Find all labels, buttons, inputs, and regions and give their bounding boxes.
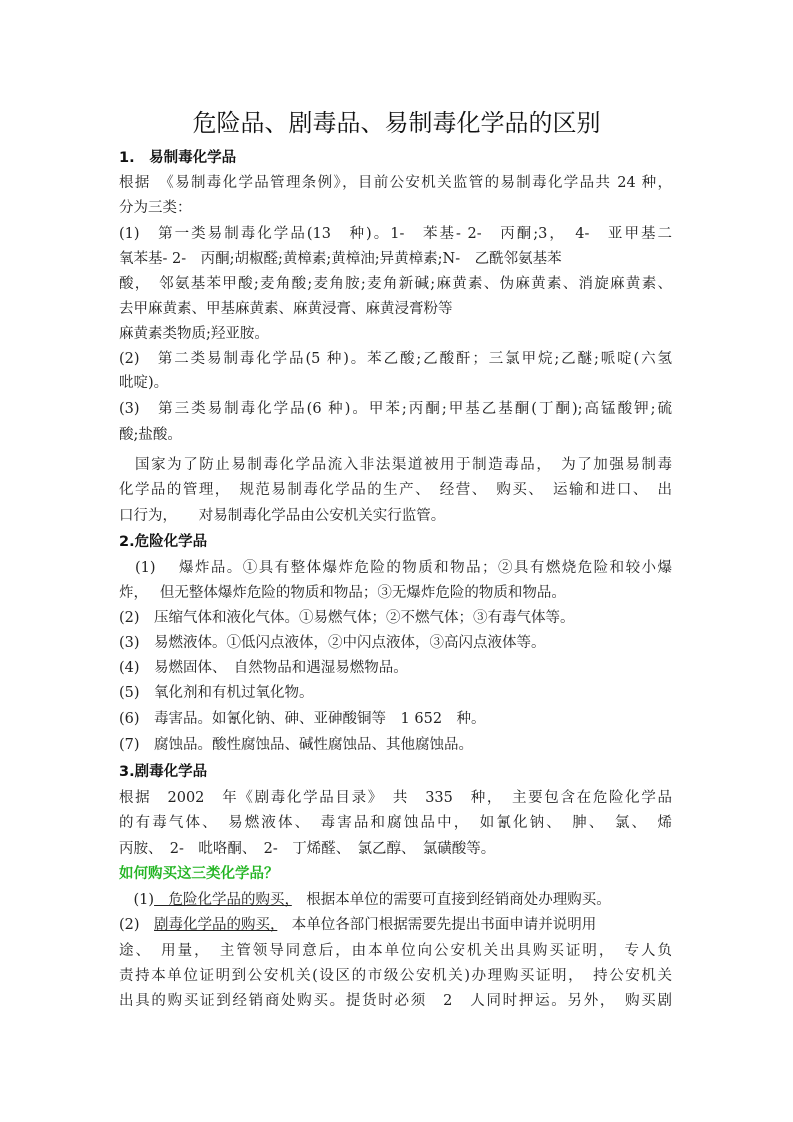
paragraph-line: (1) 第一类易制毒化学品(13 种)。1- 苯基- 2- 丙酮;3， 4- 亚甲基二 xyxy=(119,226,672,242)
section-1-heading xyxy=(119,148,672,168)
paragraph-line: 的有毒气体、 易燃液体、 毒害品和腐蚀品中， 如氰化钠、 胂、 氯、 烯 xyxy=(119,815,672,831)
paragraph-line: 途、 用量， 主管领导同意后，由本单位向公安机关出具购买证明， 专人负 xyxy=(119,943,672,959)
section-2-heading: 2.危险化学品 xyxy=(119,534,208,550)
item-text: 本单位各部门根据需要先提出书面申请并说明用 xyxy=(277,917,597,933)
list-item: (6) 毒害品。如氰化钠、砷、亚砷酸铜等 1 652 种。 xyxy=(119,711,486,727)
paragraph-line: 化学品的管理， 规范易制毒化学品的生产、 经营、 购买、 运输和进口、 出 xyxy=(119,482,672,498)
paragraph-line: 去甲麻黄素、甲基麻黄素、麻黄浸膏、麻黄浸膏粉等 xyxy=(119,301,453,317)
item-text: 根据本单位的需要可直接到经销商处办理购买。 xyxy=(291,892,611,908)
purchase-item-2 xyxy=(119,915,672,935)
paragraph-line: 酸， 邻氨基苯甲酸;麦角酸;麦角胺;麦角新碱;麻黄素、伪麻黄素、消旋麻黄素、 xyxy=(119,276,672,292)
underlined-term: 危险化学品的购买， xyxy=(154,892,292,908)
list-item: (3) 易燃液体。①低闪点液体，②中闪点液体，③高闪点液体等。 xyxy=(119,635,546,651)
section-3-heading: 3.剧毒化学品 xyxy=(119,764,208,780)
paragraph-line: 酸;盐酸。 xyxy=(119,427,182,443)
purchase-item-1 xyxy=(119,890,672,910)
paragraph-line: 根据 《易制毒化学品管理条例》，目前公安机关监管的易制毒化学品共 24 种， xyxy=(119,175,672,191)
list-item: (5) 氧化剂和有机过氧化物。 xyxy=(119,685,314,701)
paragraph-line: 分为三类： xyxy=(119,200,192,216)
page-title: 危险品、剧毒品、易制毒化学品的区别 xyxy=(192,109,601,137)
paragraph-line: 丙胺、 2- 吡咯酮、 2- 丁烯醛、 氯乙醇、 氯磺酸等。 xyxy=(119,841,496,857)
underlined-term: 剧毒化学品的购买， xyxy=(154,917,278,933)
heading-number: 1. xyxy=(119,150,135,166)
paragraph-line: 责持本单位证明到公安机关(设区的市级公安机关)办理购买证明， 持公安机关 xyxy=(119,968,672,984)
list-item: (4) 易燃固体、 自然物品和遇湿易燃物品。 xyxy=(119,660,408,676)
list-item: 炸， 但无整体爆炸危险的物质和物品；③无爆炸危险的物质和物品。 xyxy=(119,585,566,601)
paragraph-line: (3) 第三类易制毒化学品(6 种)。甲苯;丙酮;甲基乙基酮(丁酮);高锰酸钾;硫 xyxy=(119,401,672,417)
list-item: (7) 腐蚀品。酸性腐蚀品、碱性腐蚀品、其他腐蚀品。 xyxy=(119,737,474,753)
paragraph-line: (2) 第二类易制毒化学品(5 种)。苯乙酸;乙酸酐；三氯甲烷;乙醚;哌啶(六氢 xyxy=(119,351,672,367)
item-number: (1) xyxy=(119,892,155,908)
heading-text: 易制毒化学品 xyxy=(149,150,237,166)
paragraph-line: 根据 2002 年《剧毒化学品目录》 共 335 种， 主要包含在危险化学品 xyxy=(119,790,672,806)
section-4-heading: 如何购买这三类化学品？ xyxy=(119,866,279,882)
item-number: (2) xyxy=(119,917,155,933)
list-item: (2) 压缩气体和液化气体。①易燃气体；②不燃气体；③有毒气体等。 xyxy=(119,610,575,626)
list-item: (1) 爆炸品。①具有整体爆炸危险的物质和物品；②具有燃烧危险和较小爆 xyxy=(119,560,672,576)
paragraph-line: 氧苯基- 2- 丙酮;胡椒醛;黄樟素;黄樟油;异黄樟素;N- 乙酰邻氨基苯 xyxy=(119,251,562,267)
paragraph-line: 出具的购买证到经销商处购买。提货时必须 2 人同时押运。另外， 购买剧 xyxy=(119,993,672,1009)
paragraph-line: 口行为， 对易制毒化学品由公安机关实行监管。 xyxy=(119,508,446,524)
paragraph-line: 国家为了防止易制毒化学品流入非法渠道被用于制造毒品， 为了加强易制毒 xyxy=(119,457,672,473)
paragraph-line: 吡啶)。 xyxy=(119,375,169,391)
paragraph-line: 麻黄素类物质;羟亚胺。 xyxy=(119,326,269,342)
